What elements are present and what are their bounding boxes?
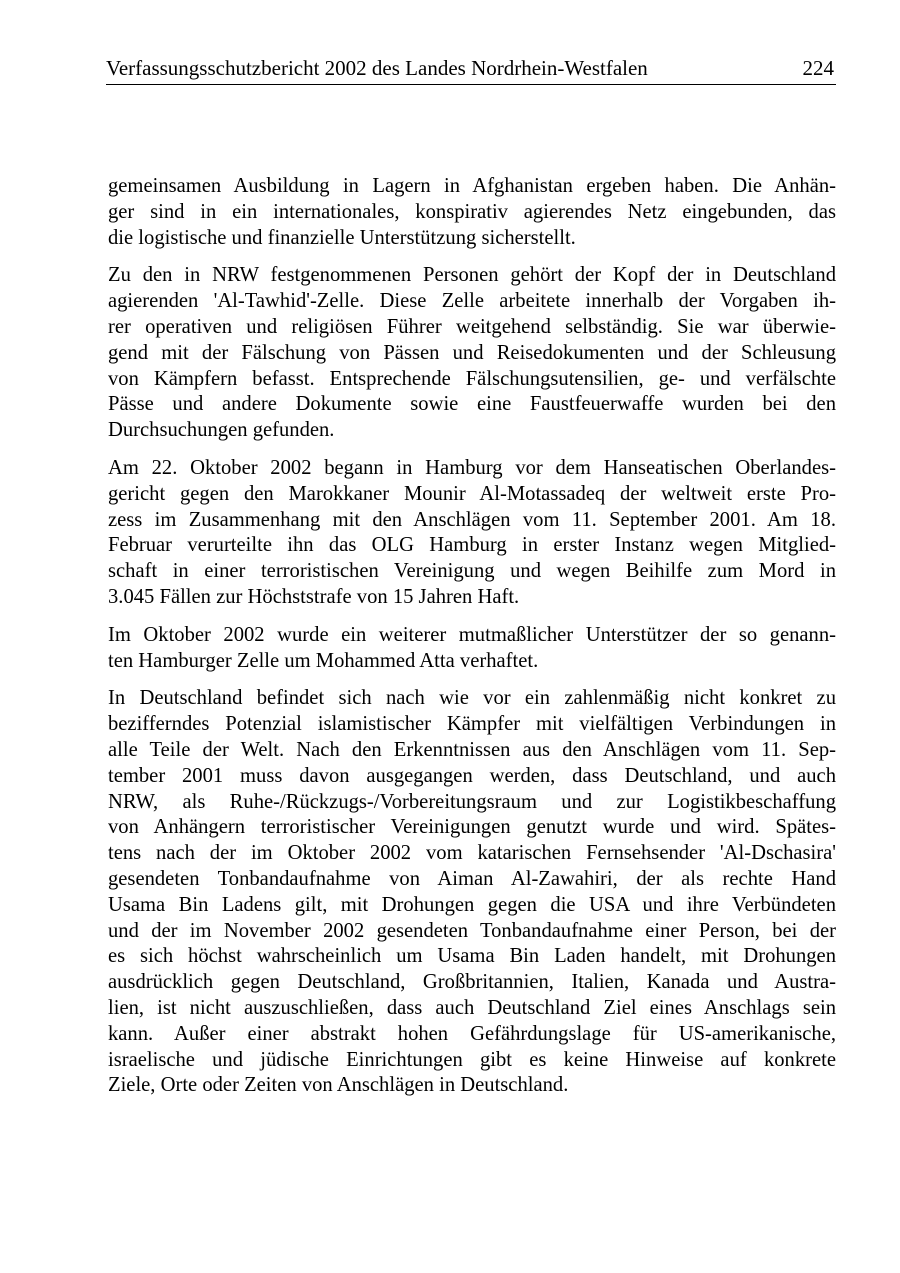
- text-line: Im Oktober 2002 wurde ein weiterer mutmaßlicher Unterstützer der so genann-: [108, 623, 836, 646]
- text-line: alle Teile der Welt. Nach den Erkenntnissen aus den Anschlägen vom 11. Sep-: [108, 738, 836, 761]
- page-header: [106, 50, 836, 85]
- paragraph: [108, 263, 836, 444]
- text-line: gend mit der Fälschung von Pässen und Reisedokumenten und der Schleusung: [108, 341, 836, 364]
- text-line: ger sind in ein internationales, konspirativ agierendes Netz eingebunden, das: [108, 200, 836, 223]
- text-line: Durchsuchungen gefunden.: [108, 419, 335, 442]
- page-number: 224: [802, 56, 834, 80]
- text-line: es sich höchst wahrscheinlich um Usama Bin Laden handelt, mit Drohungen: [108, 945, 836, 968]
- text-line: Am 22. Oktober 2002 begann in Hamburg vor dem Hanseatischen Oberlandes-: [108, 456, 836, 479]
- text-line: Ziele, Orte oder Zeiten von Anschlägen in Deutschland.: [108, 1074, 569, 1097]
- body-text: [108, 174, 836, 1111]
- paragraph: [108, 686, 836, 1099]
- text-line: und der im November 2002 gesendeten Tonbandaufnahme einer Person, bei der: [108, 919, 836, 942]
- text-line: NRW, als Ruhe-/Rückzugs-/Vorbereitungsraum und zur Logistikbeschaffung: [108, 790, 836, 813]
- text-line: Pässe und andere Dokumente sowie eine Faustfeuerwaffe wurden bei den: [108, 393, 836, 416]
- text-line: von Kämpfern befasst. Entsprechende Fälschungsutensilien, ge- und verfälschte: [108, 367, 836, 390]
- paragraph: [108, 456, 836, 611]
- text-line: tember 2001 muss davon ausgegangen werden, dass Deutschland, und auch: [108, 764, 836, 787]
- text-line: rer operativen und religiösen Führer weitgehend selbständig. Sie war überwie-: [108, 315, 836, 338]
- text-line: 3.045 Fällen zur Höchststrafe von 15 Jahren Haft.: [108, 585, 520, 608]
- header-title: Verfassungsschutzbericht 2002 des Landes Nordrhein-Westfalen: [106, 56, 648, 80]
- text-line: Februar verurteilte ihn das OLG Hamburg in erster Instanz wegen Mitglied-: [108, 534, 836, 557]
- text-line: gesendeten Tonbandaufnahme von Aiman Al-Zawahiri, der als rechte Hand: [108, 867, 836, 890]
- text-line: agierenden 'Al-Tawhid'-Zelle. Diese Zelle arbeitete innerhalb der Vorgaben ih-: [108, 290, 836, 313]
- text-line: gemeinsamen Ausbildung in Lagern in Afghanistan ergeben haben. Die Anhän-: [108, 175, 836, 197]
- text-line: In Deutschland befindet sich nach wie vor ein zahlenmäßig nicht konkret zu: [108, 687, 836, 710]
- text-line: schaft in einer terroristischen Vereinigung und wegen Beihilfe zum Mord in: [108, 560, 836, 583]
- text-line: ausdrücklich gegen Deutschland, Großbritannien, Italien, Kanada und Austra-: [108, 971, 836, 994]
- text-line: Usama Bin Ladens gilt, mit Drohungen gegen die USA und ihre Verbündeten: [108, 893, 836, 916]
- text-line: von Anhängern terroristischer Vereinigungen genutzt wurde und wird. Spätes-: [108, 816, 836, 839]
- text-line: die logistische und finanzielle Unterstützung sicherstellt.: [108, 226, 576, 249]
- text-line: lien, ist nicht auszuschließen, dass auch Deutschland Ziel eines Anschlags sein: [108, 996, 836, 1019]
- text-line: israelische und jüdische Einrichtungen gibt es keine Hinweise auf konkrete: [108, 1048, 836, 1071]
- text-line: gericht gegen den Marokkaner Mounir Al-Motassadeq der weltweit erste Pro-: [108, 482, 836, 505]
- text-line: Zu den in NRW festgenommenen Personen gehört der Kopf der in Deutschland: [108, 264, 836, 287]
- text-line: zess im Zusammenhang mit den Anschlägen vom 11. September 2001. Am 18.: [108, 508, 836, 531]
- paragraph: [108, 174, 836, 251]
- text-line: tens nach der im Oktober 2002 vom katarischen Fernsehsender 'Al-Dschasira': [108, 842, 836, 865]
- text-line: ten Hamburger Zelle um Mohammed Atta verhaftet.: [108, 649, 539, 672]
- text-line: kann. Außer einer abstrakt hohen Gefährdungslage für US-amerikanische,: [108, 1022, 836, 1045]
- paragraph: [108, 623, 836, 675]
- text-line: bezifferndes Potenzial islamistischer Kämpfer mit vielfältigen Verbindungen in: [108, 713, 836, 736]
